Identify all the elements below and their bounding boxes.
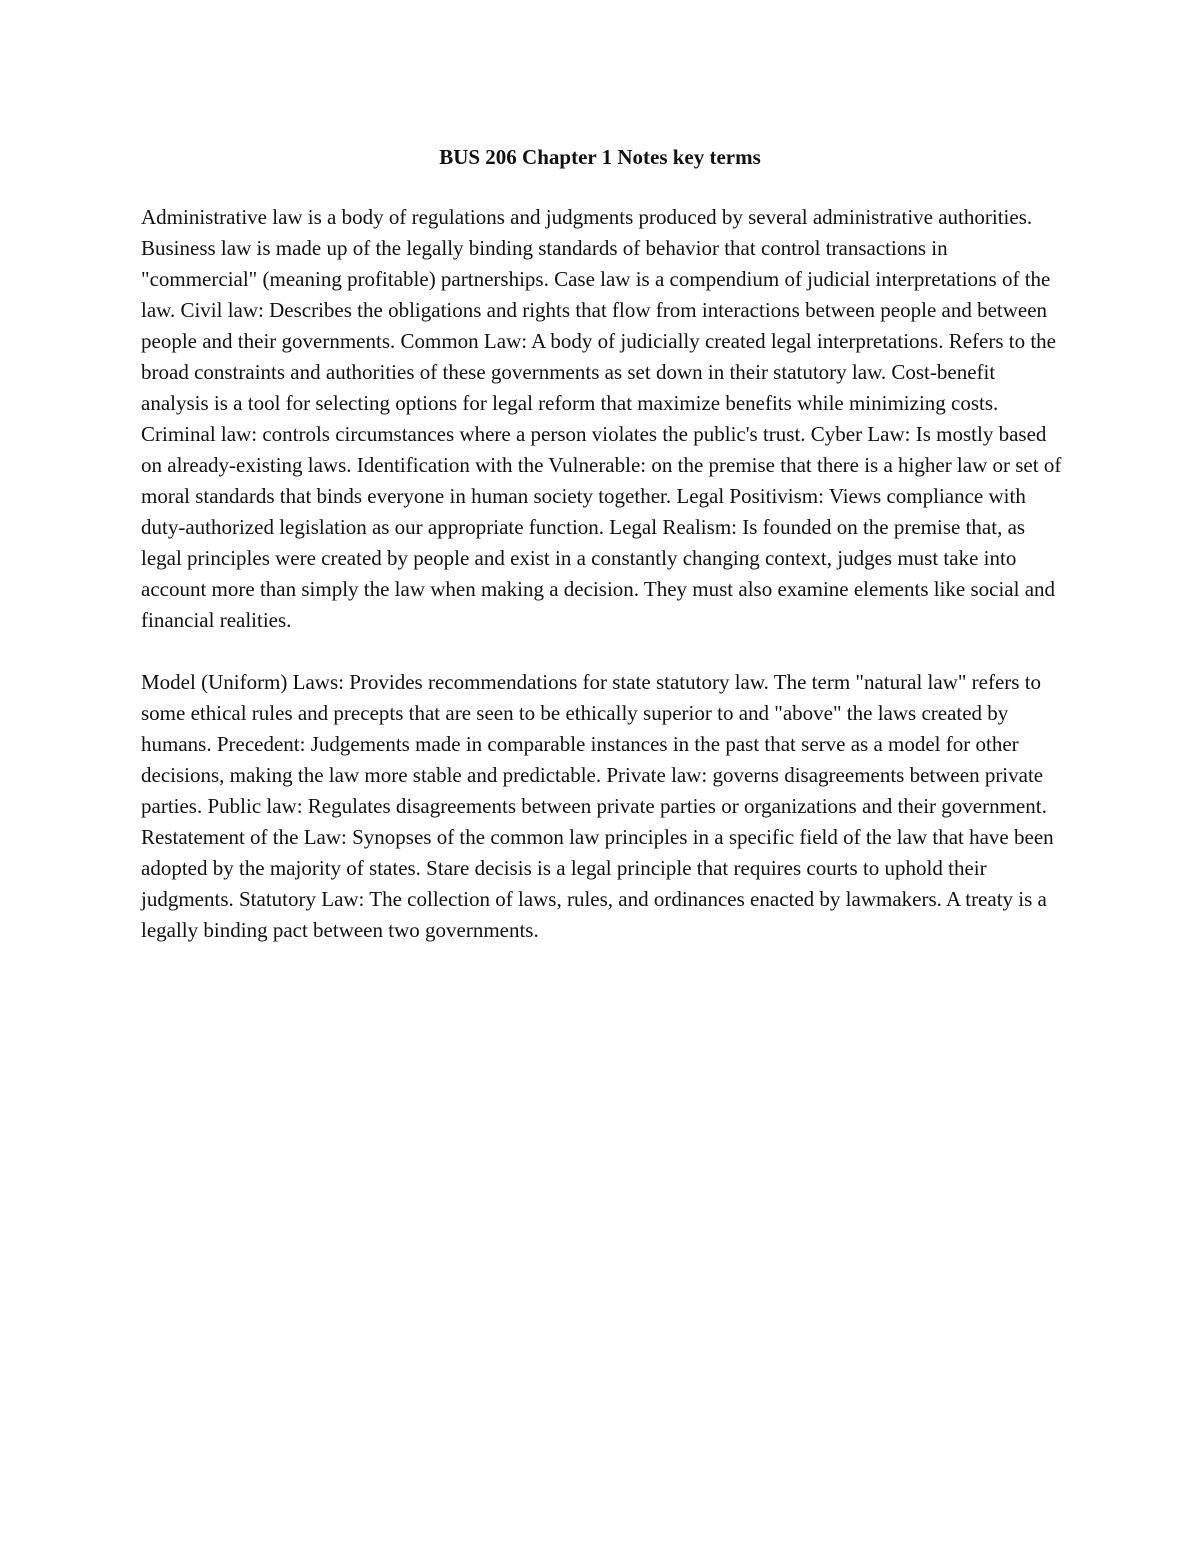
document-body — [141, 202, 1066, 977]
paragraph-key-terms-1: Administrative law is a body of regulations and judgments produced by several administrative authorities. Business law is made up of the legally binding standards of behavior that control transactions in "commercial" (meaning profitable) partnerships. Case law is a compendium of judicial interpretations of the law. Civil law: Describes the obligations and rights that flow from interactions between people and between people and their governments. Common Law: A body of judicially created legal interpretations. Refers to the broad constraints and authorities of these governments as set down in their statutory law. Cost-benefit analysis is a tool for selecting options for legal reform that maximize benefits while minimizing costs. Criminal law: controls circumstances where a person violates the public's trust. Cyber Law: Is mostly based on already-existing laws. Identification with the Vulnerable: on the premise that there is a higher law or set of moral standards that binds everyone in human society together. Legal Positivism: Views compliance with duty-authorized legislation as our appropriate function. Legal Realism: Is founded on the premise that, as legal principles were created by people and exist in a constantly changing context, judges must take into account more than simply the law when making a decision. They must also examine elements like social and financial realities. — [141, 205, 1062, 632]
paragraph-key-terms-2: Model (Uniform) Laws: Provides recommendations for state statutory law. The term "natural law" refers to some ethical rules and precepts that are seen to be ethically superior to and "above" the laws created by humans. Precedent: Judgements made in comparable instances in the past that serve as a model for other decisions, making the law more stable and predictable. Private law: governs disagreements between private parties. Public law: Regulates disagreements between private parties or organizations and their government. Restatement of the Law: Synopses of the common law principles in a specific field of the law that have been adopted by the majority of states. Stare decisis is a legal principle that requires courts to uphold their judgments. Statutory Law: The collection of laws, rules, and ordinances enacted by lawmakers. A treaty is a legally binding pact between two governments. — [141, 670, 1054, 942]
document-title: BUS 206 Chapter 1 Notes key terms — [439, 145, 761, 169]
